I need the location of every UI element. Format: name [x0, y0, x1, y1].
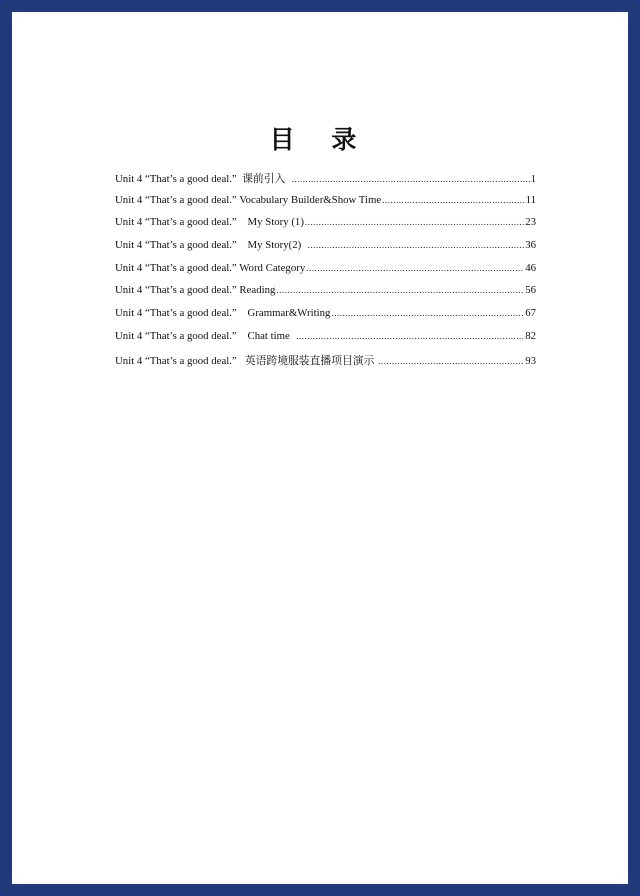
toc-entry[interactable] — [115, 194, 536, 217]
toc-leader-dots — [292, 174, 530, 184]
toc-entry-title: Unit 4 “That’s a good deal.” Grammar&Writing — [115, 307, 331, 320]
toc-entry[interactable] — [115, 239, 536, 262]
toc-entry[interactable] — [115, 262, 536, 285]
toc-entry-title: Unit 4 “That’s a good deal.” 英语跨境服装直播项目演示 — [115, 354, 378, 367]
toc-leader-dots — [276, 285, 524, 295]
toc-entry[interactable] — [115, 284, 536, 307]
toc-leader-dots — [305, 217, 524, 227]
toc-leader-dots — [296, 331, 524, 341]
toc-entry-page: 11 — [525, 193, 536, 206]
toc-entry-title: Unit 4 “That’s a good deal.” My Story (1) — [115, 216, 304, 229]
toc-entry[interactable] — [115, 171, 536, 194]
toc-entry-page: 36 — [525, 239, 536, 252]
toc-entry[interactable] — [115, 353, 536, 376]
toc-leader-dots — [331, 308, 524, 318]
toc-leader-dots — [378, 356, 524, 366]
page-title: 目 录 — [269, 125, 371, 154]
toc-entry[interactable] — [115, 307, 536, 330]
toc-entry-title: Unit 4 “That’s a good deal.” Chat time — [115, 329, 296, 342]
toc-entry-title: Unit 4 “That’s a good deal.” My Story(2) — [115, 239, 307, 252]
toc-entry-page: 46 — [525, 261, 536, 274]
toc-entry-page: 67 — [525, 307, 536, 320]
toc-entry-title: Unit 4 “That’s a good deal.” Reading — [115, 284, 276, 297]
toc-leader-dots — [382, 195, 524, 205]
toc-entry[interactable] — [115, 330, 536, 353]
toc-entry-page: 93 — [525, 354, 536, 367]
toc-leader-dots — [308, 240, 525, 250]
toc-entry-page: 1 — [530, 173, 536, 185]
toc-entry-title: Unit 4 “That’s a good deal.” Word Category — [115, 261, 306, 274]
table-of-contents — [115, 171, 536, 375]
toc-entry-page: 56 — [525, 284, 536, 297]
toc-entry-page: 82 — [525, 329, 536, 342]
toc-entry-title: Unit 4 “That’s a good deal.” Vocabulary Builder&Show Time — [115, 193, 382, 206]
toc-entry-page: 23 — [525, 216, 536, 229]
toc-entry[interactable] — [115, 216, 536, 239]
toc-entry-title: Unit 4 “That’s a good deal.” 课前引入 — [115, 173, 291, 185]
toc-leader-dots — [306, 263, 524, 273]
document-page — [12, 12, 628, 884]
